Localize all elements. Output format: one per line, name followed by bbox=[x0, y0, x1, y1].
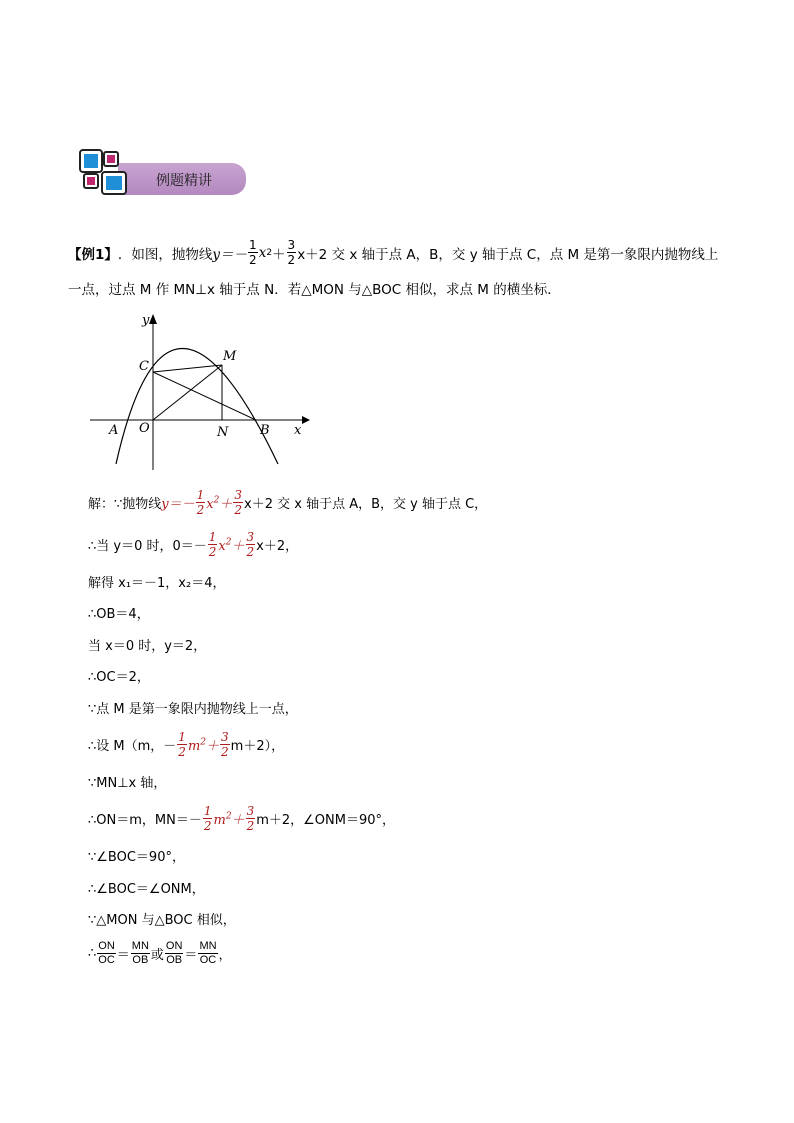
section-header bbox=[78, 148, 248, 200]
segment-OM bbox=[153, 365, 222, 420]
problem-statement bbox=[68, 230, 748, 310]
fraction: $\frac{3}{2}$ bbox=[246, 530, 255, 559]
solution-line-8: ∴设 M（m，－ $\frac{1}{2}$ $m^2+$ $\frac{3}{2}$ m＋2）， bbox=[88, 730, 285, 759]
label-B: B bbox=[260, 423, 270, 438]
solution-line-13: ∵△MON 与△BOC 相似， bbox=[88, 913, 236, 928]
problem-line-2: 一点，过点 M 作 MN⊥x 轴于点 N．若△MON 与△BOC 相似，求点 M 的横坐标． bbox=[68, 282, 561, 298]
fraction-mn-oc: MN OC bbox=[199, 940, 217, 966]
squares-logo-icon bbox=[78, 148, 128, 198]
solution-line-14: ∴ ON OC ＝ MN OB 或 ON OB ＝ MN OC ， bbox=[88, 940, 232, 966]
fraction: $\frac{3}{2}$ bbox=[221, 730, 229, 759]
x-axis-arrow bbox=[302, 416, 310, 424]
solution-line-10: ∴ON＝m，MN＝－ $\frac{1}{2}$ $m^2+$ $\frac{3}{2}$ m＋2，∠ONM＝90°， bbox=[88, 804, 396, 833]
fraction: $\frac{1}{2}$ bbox=[196, 488, 205, 517]
fraction-mn-ob: MN OB bbox=[131, 940, 149, 966]
fraction: $\frac{1}{2}$ bbox=[249, 238, 257, 267]
solution-line-4: ∴OB＝4， bbox=[88, 607, 150, 622]
label-y: y bbox=[142, 313, 150, 328]
parabola-figure bbox=[86, 308, 316, 478]
solution-line-3: 解得 x₁＝－1，x₂＝4， bbox=[88, 576, 226, 591]
fraction: $\frac{1}{2}$ bbox=[178, 730, 186, 759]
problem-line-1: 【例1】 ．如图，抛物线 y＝－ $\frac{1}{2}$ x 2 ＋ $\frac{3}{2}$ x＋2 交 x 轴于点 A，B，交 y 轴于点 C，点 M 是第一象限内抛物线上 bbox=[68, 238, 719, 267]
label-O: O bbox=[139, 421, 150, 436]
fraction: $\frac{3}{2}$ bbox=[234, 488, 243, 517]
fraction: $\frac{3}{2}$ bbox=[287, 238, 296, 267]
solution-line-2: ∴当 y＝0 时，0＝－ $\frac{1}{2}$ $x^2+$ $\frac{3}{2}$ x＋2， bbox=[88, 530, 299, 559]
fraction: $\frac{1}{2}$ bbox=[208, 530, 217, 559]
solution-line-5: 当 x＝0 时，y＝2， bbox=[88, 639, 207, 654]
example-tag: 【例1】 bbox=[68, 246, 118, 263]
solution-line-6: ∴OC＝2， bbox=[88, 670, 150, 685]
label-x: x bbox=[294, 423, 302, 438]
fraction: $\frac{3}{2}$ bbox=[246, 804, 255, 833]
segment-CM bbox=[153, 365, 222, 372]
fraction: $\frac{1}{2}$ bbox=[203, 804, 212, 833]
solution-line-11: ∵∠BOC＝90°， bbox=[88, 850, 185, 865]
solution-line-9: ∵MN⊥x 轴， bbox=[88, 776, 167, 791]
fraction-on-ob: ON OB bbox=[165, 940, 183, 966]
label-A: A bbox=[109, 423, 119, 438]
section-title: 例题精讲 bbox=[156, 173, 212, 189]
label-M: M bbox=[223, 349, 237, 364]
label-C: C bbox=[139, 359, 149, 374]
solution-line-12: ∴∠BOC＝∠ONM， bbox=[88, 882, 205, 897]
solution-line-1: 解：∵抛物线 y＝－ $\frac{1}{2}$ $x^2+$ $\frac{3}{2}$ x＋2 交 x 轴于点 A，B，交 y 轴于点 C， bbox=[88, 488, 488, 517]
fraction-on-oc: ON OC bbox=[98, 940, 115, 966]
y-axis-arrow bbox=[149, 314, 157, 324]
solution-line-7: ∵点 M 是第一象限内抛物线上一点， bbox=[88, 702, 298, 717]
label-N: N bbox=[217, 425, 229, 440]
